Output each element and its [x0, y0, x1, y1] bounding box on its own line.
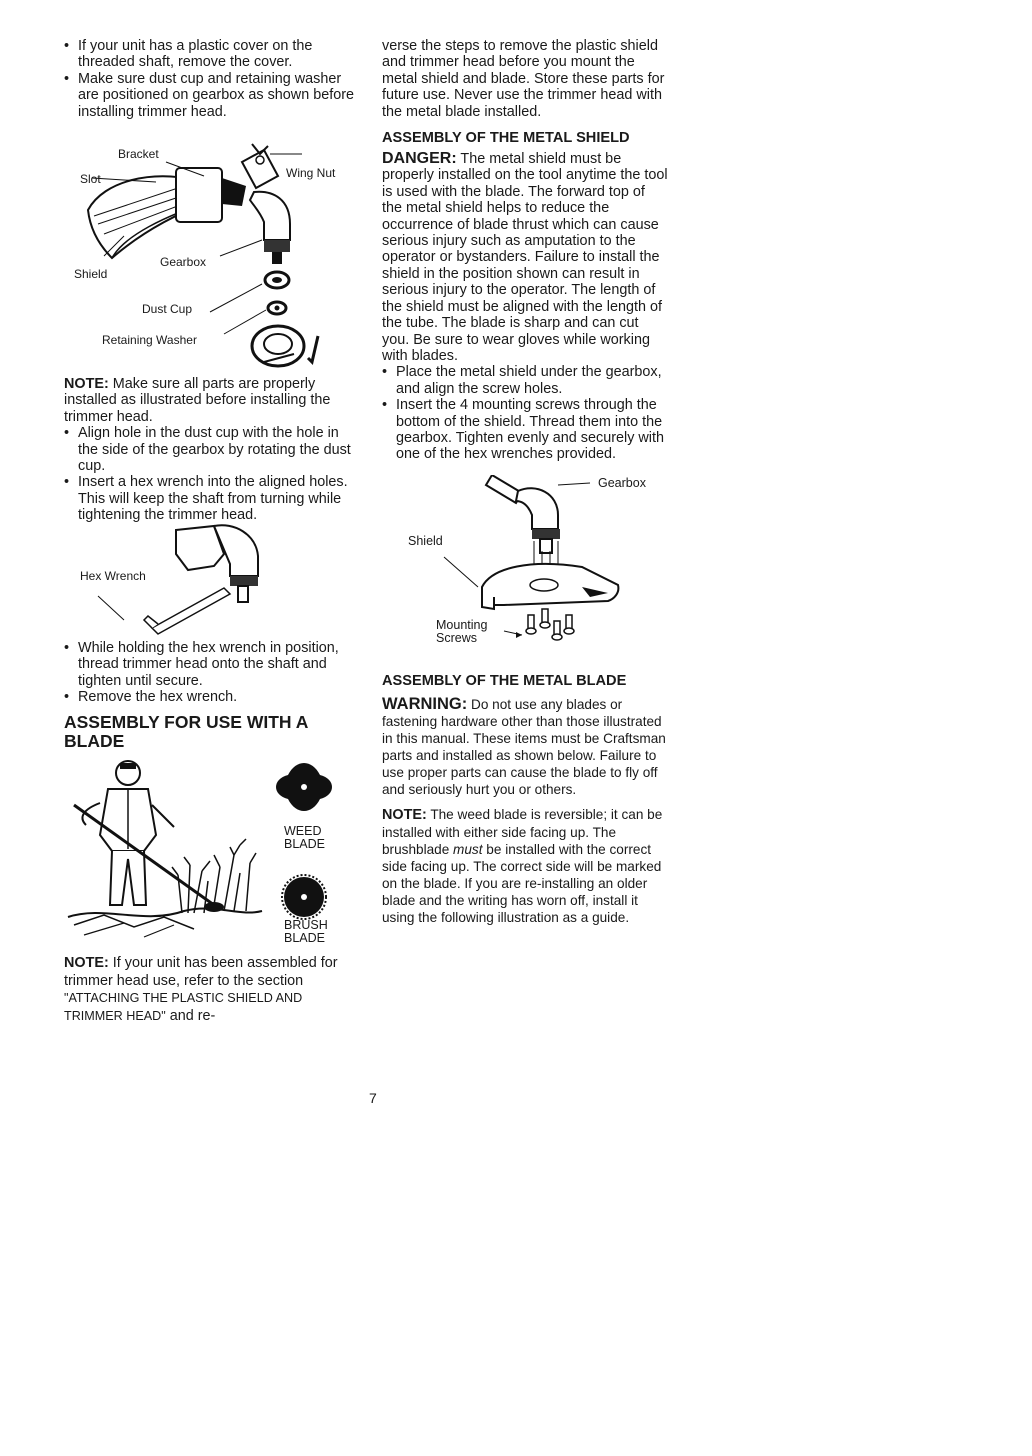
note-label: NOTE:: [64, 376, 109, 393]
label-shield: Shield: [74, 267, 108, 282]
danger-label: DANGER:: [382, 150, 457, 168]
label-slot: Slot: [80, 172, 101, 187]
note-text: Make sure all parts are properly installed as illustrated before installing the trimmer head.: [64, 376, 331, 425]
label-brush-blade: BLADE: [284, 931, 325, 946]
bullet-insert-hex-wrench: • Insert a hex wrench into the aligned holes. This will keep the shaft from turning while tightening the trimmer head.: [64, 474, 356, 523]
heading-metal-shield: ASSEMBLY OF THE METAL SHIELD: [382, 130, 630, 147]
label-bracket: Bracket: [118, 147, 159, 162]
right-column: [382, 38, 668, 926]
label-gearbox: Gearbox: [160, 255, 207, 270]
note2-label: NOTE:: [64, 955, 109, 972]
warning-label: WARNING:: [382, 694, 468, 713]
gearbox-assembly-figure: [64, 140, 356, 376]
warning-notice: [382, 696, 668, 798]
hex-wrench-figure: [64, 524, 356, 638]
label-screws: Screws: [436, 630, 477, 645]
danger-text: The metal shield must be properly installed on the tool anytime the tool is used with the blade. The forward top of the metal shield helps to reduce the occurrence of blade thrust which can cause serious injury such as amputation to the operator or bystanders. Failure to install the shield in the position shown can result in serious injury to the operator. The length of the shield must be aligned with the length of the tube. The blade is sharp and can cut you. Be sure to wear gloves while working with blades.: [382, 151, 668, 364]
page-number: 7: [369, 1090, 377, 1106]
note-trimmer-head-use: [64, 955, 356, 1025]
bullet-remove-cover: • If your unit has a plastic cover on the threaded shaft, remove the cover.: [64, 38, 356, 71]
bullet-insert-screws: • Insert the 4 mounting screws through the bottom of the shield. Thread them into the gearbox. Tighten evenly and securely with one of the hex wrenches provided.: [382, 397, 668, 463]
label-weed-blade: BLADE: [284, 837, 325, 852]
bullet-remove-hex-wrench: • Remove the hex wrench.: [64, 689, 356, 705]
bullet-thread-trimmer-head: • While holding the hex wrench in position, thread trimmer head onto the shaft and tighten until secure.: [64, 640, 356, 689]
note-text-2: be installed with the correct side facing up. The correct side will be marked on the blade. If you are re-installing an older blade and the writing has worn off, install it using the following illustration as a guide.: [382, 841, 662, 925]
label-weed: WEED: [284, 824, 322, 839]
note-label: NOTE:: [382, 806, 427, 823]
note-text-1: The weed blade is reversible; it can be installed with either side facing up. The brushblade: [382, 806, 663, 857]
warning-text: Do not use any blades or fastening hardware other than those illustrated in this manual. These items must be Craftsman parts and installed as shown below. Failure to use proper parts can cause the blade to fly off and seriously hurt you or others.: [382, 696, 666, 797]
label-dust-cup: Dust Cup: [142, 302, 193, 317]
label-hex-wrench: Hex Wrench: [80, 568, 146, 583]
label-retaining-washer: Retaining Washer: [102, 333, 197, 348]
left-column: [64, 38, 356, 1025]
metal-shield-drawing: [382, 475, 668, 661]
label-shield: Shield: [408, 533, 443, 548]
blade-types-figure: [64, 755, 356, 949]
bullet-place-shield: • Place the metal shield under the gearbox, and align the screw holes.: [382, 364, 668, 397]
note-weed-blade-reversible: [382, 806, 668, 926]
label-brush: BRUSH: [284, 918, 328, 933]
bullet-dust-cup-position: • Make sure dust cup and retaining washer are positioned on gearbox as shown before installing trimmer head.: [64, 71, 356, 120]
note-emphasis: must: [453, 841, 483, 857]
note-parts-installed: [64, 376, 356, 425]
label-mounting: Mounting: [436, 617, 488, 632]
para-reverse-steps: verse the steps to remove the plastic shield and trimmer head before you mount the metal shield and blade. Store these parts for future use. Never use the trimmer head with the metal blade installed.: [382, 38, 665, 120]
label-wing-nut: Wing Nut: [286, 166, 336, 181]
note2-text: If your unit has been assembled for trimmer head use, refer to the section: [64, 955, 338, 989]
note2-section-ref: "ATTACHING THE PLASTIC SHIELD AND TRIMMER HEAD": [64, 991, 303, 1023]
note2-tail: and re-: [169, 1007, 216, 1024]
danger-notice: [382, 151, 668, 364]
heading-metal-blade: ASSEMBLY OF THE METAL BLADE: [382, 672, 627, 689]
label-gearbox: Gearbox: [598, 475, 646, 490]
heading-assembly-blade: ASSEMBLY FOR USE WITH A BLADE: [64, 712, 308, 752]
bullet-align-hole: • Align hole in the dust cup with the hole in the side of the gearbox by rotating the dust cup.: [64, 425, 356, 474]
metal-shield-figure: [382, 475, 668, 661]
